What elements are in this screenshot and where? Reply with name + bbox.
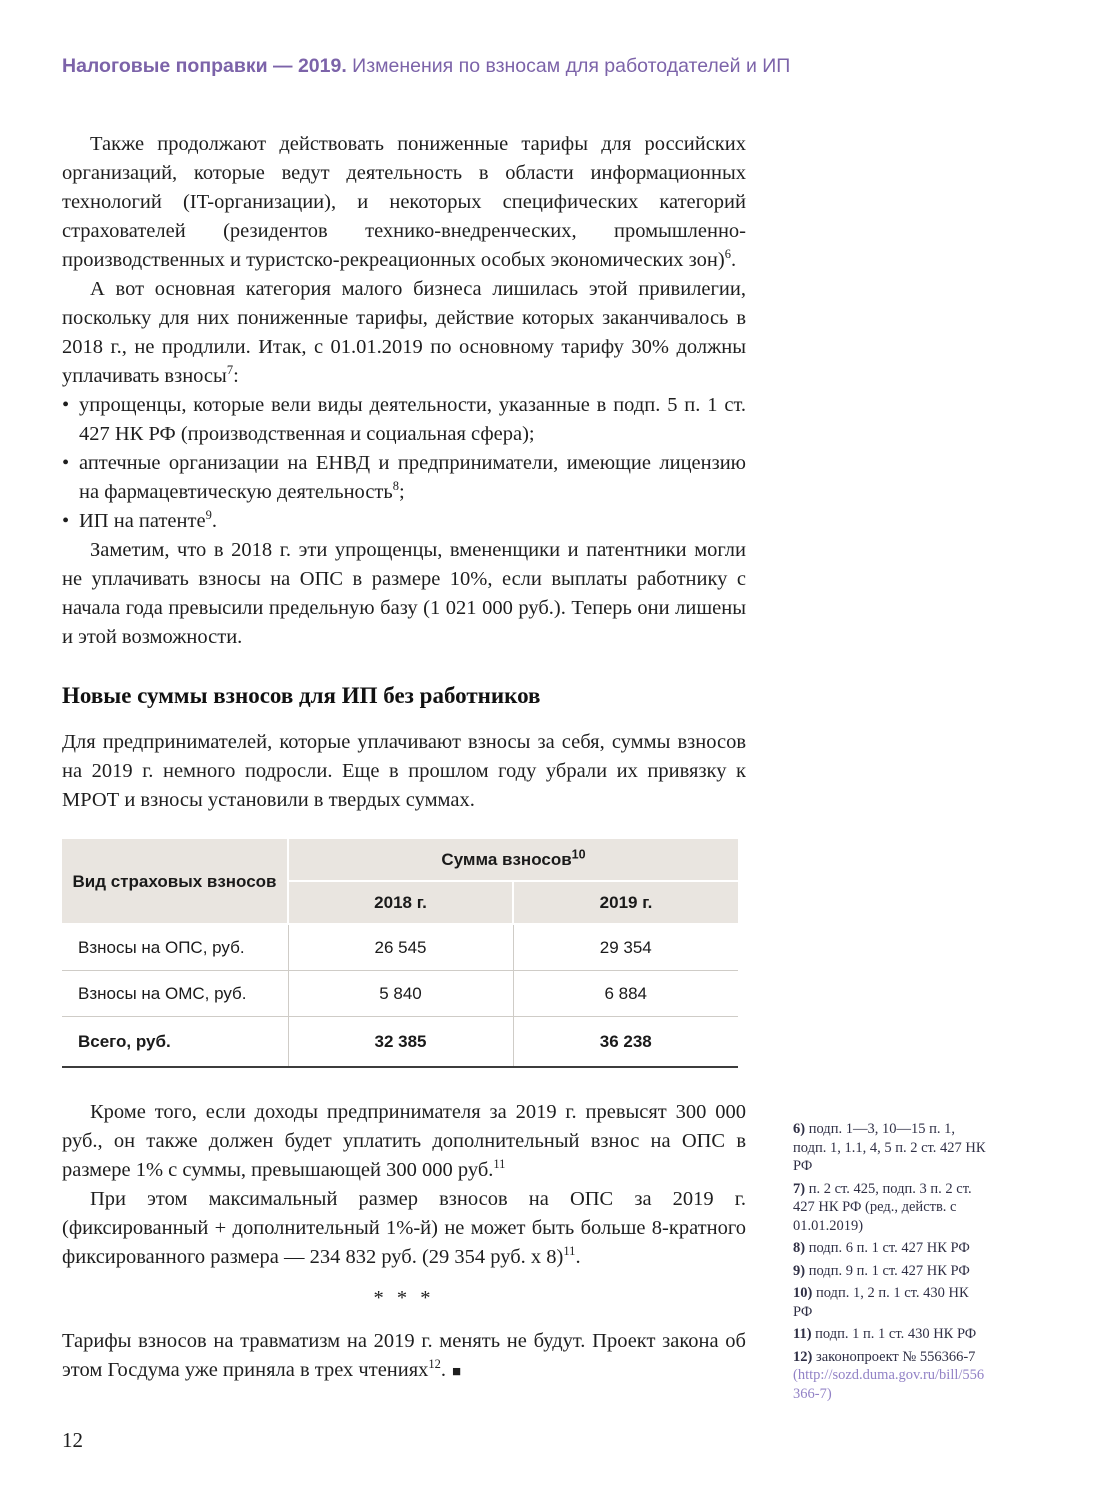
bullet-item-patent bbox=[62, 507, 746, 536]
footnote-text: подп. 1, 2 п. 1 ст. 430 НК РФ bbox=[793, 1285, 969, 1320]
value-2019: 6 884 bbox=[513, 971, 738, 1017]
row-label: Всего, руб. bbox=[62, 1017, 288, 1068]
paragraph-max-amount bbox=[62, 1185, 746, 1272]
footnote-number: 8) bbox=[793, 1240, 806, 1256]
table-row-oms bbox=[62, 971, 738, 1017]
end-of-article-mark: ■ bbox=[452, 1364, 462, 1380]
paragraph-small-business bbox=[62, 275, 746, 391]
table-row-ops bbox=[62, 924, 738, 971]
bullet-text: аптечные организации на ЕНВД и предприниматели, имеющие лицензию на фармацевтическую деятельность bbox=[79, 452, 746, 503]
table-row-total bbox=[62, 1017, 738, 1068]
value-2018: 32 385 bbox=[288, 1017, 513, 1068]
page-header bbox=[62, 54, 1062, 78]
page-number: 12 bbox=[62, 1428, 83, 1452]
contributions-table bbox=[62, 837, 738, 1068]
bullet-tail: . bbox=[211, 510, 217, 532]
paragraph-intro-amounts bbox=[62, 728, 746, 815]
footnote-7 bbox=[793, 1180, 991, 1236]
table-header-2018: 2018 г. bbox=[288, 881, 513, 924]
paragraph-text: Также продолжают действовать пониженные тарифы для российских организаций, которые ведут деятельность в области информационных технологий (IT-организации), и некоторых специфических категорий страхователей (резидентов технико-внедренческих, промышленно-производственных и туристско-рекреационных особых экономических зон) bbox=[62, 133, 746, 271]
table-body bbox=[62, 924, 738, 1067]
paragraph-tail: . bbox=[440, 1359, 447, 1381]
value-2019: 29 354 bbox=[513, 924, 738, 971]
footnote-11 bbox=[793, 1325, 991, 1344]
paragraph-text: Кроме того, если доходы предпринимателя за 2019 г. превысят 300 000 руб., он также должен будет уплатить дополнительный взнос на ОПС в размере 1% с суммы, превышающей 300 000 руб. bbox=[62, 1101, 746, 1181]
value-2019: 36 238 bbox=[513, 1017, 738, 1068]
row-label: Взносы на ОПС, руб. bbox=[62, 924, 288, 971]
value-2018: 26 545 bbox=[288, 924, 513, 971]
footnote-text: подп. 9 п. 1 ст. 427 НК РФ bbox=[808, 1262, 970, 1279]
footnote-ref-9: 9 bbox=[205, 508, 212, 523]
footnotes-panel bbox=[793, 1120, 991, 1407]
footnote-ref-12: 12 bbox=[428, 1357, 441, 1372]
bullet-item-pharmacy bbox=[62, 449, 746, 507]
footnote-9 bbox=[793, 1262, 991, 1281]
footnote-ref-11b: 11 bbox=[563, 1244, 576, 1259]
footnote-number: 12) bbox=[793, 1348, 813, 1365]
header-title: Налоговые поправки — 2019. bbox=[62, 55, 347, 77]
paragraph-tail: . bbox=[730, 249, 737, 271]
paragraph-tail: . bbox=[575, 1246, 581, 1268]
paragraph-text: А вот основная категория малого бизнеса лишилась этой привилегии, поскольку для них пониженные тарифы, действие которых заканчивалось в 2018 г., не продлили. Итак, с 01.01.2019 по основному тарифу 30% должны уплачивать взносы bbox=[62, 278, 746, 387]
section-heading: Новые суммы взносов для ИП без работников bbox=[62, 683, 541, 708]
footnote-number: 10) bbox=[793, 1285, 813, 1301]
footnote-number: 9) bbox=[793, 1262, 806, 1279]
footnote-ref-10: 10 bbox=[571, 847, 586, 862]
table-header-2019: 2019 г. bbox=[513, 881, 738, 924]
table-header-row bbox=[62, 838, 738, 881]
bullet-text: ИП на патенте bbox=[79, 510, 206, 532]
footnote-12 bbox=[793, 1348, 991, 1404]
table-head bbox=[62, 838, 738, 924]
paragraph-reduced-tariffs bbox=[62, 130, 746, 275]
footnote-bill-link[interactable]: (http://sozd.duma.gov.ru/bill/556366-7) bbox=[793, 1367, 985, 1402]
footnote-text: законопроект № 556366-7 bbox=[815, 1348, 976, 1365]
paragraph-additional-contribution bbox=[62, 1098, 746, 1185]
footnote-text: подп. 1 п. 1 ст. 430 НК РФ bbox=[815, 1326, 977, 1342]
paragraph-text: Тарифы взносов на травматизм на 2019 г. менять не будут. Проект закона об этом Госдума уже приняла в трех чтениях bbox=[62, 1330, 746, 1381]
footnote-ref-6: 6 bbox=[724, 247, 731, 262]
table-header-amount bbox=[288, 838, 738, 881]
footnote-6 bbox=[793, 1120, 991, 1176]
footnote-number: 6) bbox=[793, 1121, 806, 1137]
footnote-number: 7) bbox=[793, 1180, 806, 1197]
row-label: Взносы на ОМС, руб. bbox=[62, 971, 288, 1017]
footnote-number: 11) bbox=[793, 1326, 812, 1342]
value-2018: 5 840 bbox=[288, 971, 513, 1017]
footnote-ref-11: 11 bbox=[493, 1157, 506, 1172]
paragraph-text: Для предпринимателей, которые уплачивают взносы за себя, суммы взносов на 2019 г. немного подросли. Еще в прошлом году убрали их привязку к МРОТ и взносы установили в твердых суммах. bbox=[62, 731, 746, 811]
footnote-text: подп. 1—3, 10—15 п. 1, подп. 1, 1.1, 4, 5 п. 2 ст. 427 НК РФ bbox=[793, 1121, 986, 1174]
paragraph-closing bbox=[62, 1327, 746, 1387]
footnote-text: п. 2 ст. 425, подп. 3 п. 2 ст. 427 НК РФ (ред., действ. с 01.01.2019) bbox=[793, 1180, 972, 1234]
bullet-list bbox=[62, 391, 746, 536]
paragraph-ops-note bbox=[62, 536, 746, 652]
section-separator: * * * bbox=[373, 1287, 435, 1309]
footnote-ref-7: 7 bbox=[226, 363, 234, 378]
bullet-tail: ; bbox=[398, 481, 405, 503]
paragraph-text: При этом максимальный размер взносов на ОПС за 2019 г. (фиксированный + дополнительный 1%-й) не может быть больше 8-кратного фиксированного размера — 234 832 руб. (29 354 руб. x 8) bbox=[62, 1188, 746, 1268]
paragraph-text: Заметим, что в 2018 г. эти упрощенцы, вмененщики и патентники могли не уплачивать взносы на ОПС в размере 10%, если выплаты работнику с начала года превысили предельную базу (1 021 000 руб.). Теперь они лишены и этой возможности. bbox=[62, 539, 746, 648]
table-header-amount-label: Сумма взносов bbox=[441, 850, 572, 869]
footnote-10 bbox=[793, 1284, 991, 1321]
footnote-text: подп. 6 п. 1 ст. 427 НК РФ bbox=[808, 1240, 970, 1256]
footnote-8 bbox=[793, 1239, 991, 1258]
header-subtitle: Изменения по взносам для работодателей и ИП bbox=[352, 55, 791, 77]
bullet-text: упрощенцы, которые вели виды деятельности, указанные в подп. 5 п. 1 ст. 427 НК РФ (производственная и социальная сфера); bbox=[79, 394, 746, 445]
footnote-ref-8: 8 bbox=[392, 479, 399, 494]
article-body bbox=[62, 130, 746, 1387]
table-header-type: Вид страховых взносов bbox=[62, 838, 288, 924]
bullet-item-usn bbox=[62, 391, 746, 449]
paragraph-tail: : bbox=[233, 365, 239, 387]
